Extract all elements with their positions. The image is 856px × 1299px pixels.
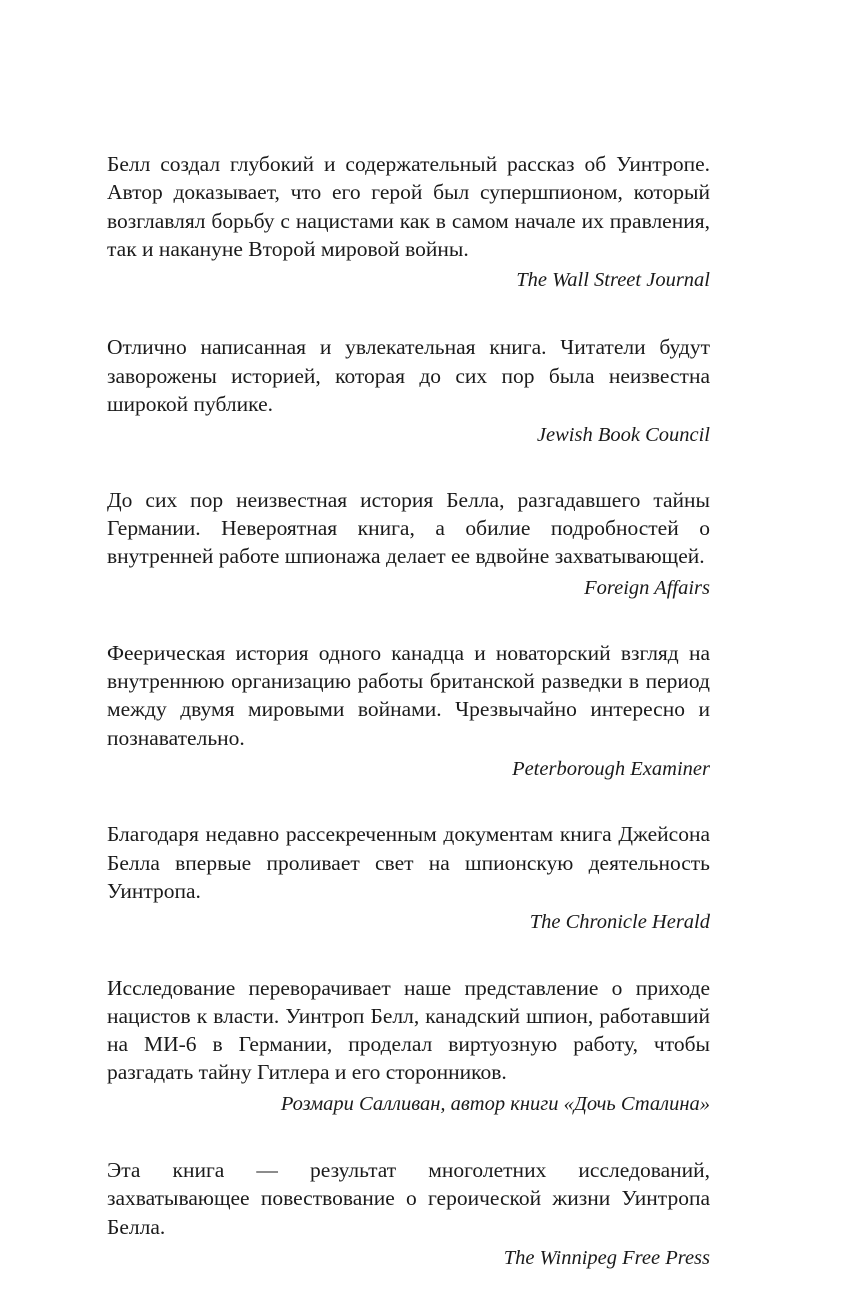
review-quote: Отлично написанная и увлекательная книга. Читатели будут заворожены историей, которая до сих пор была неизвестна широкой публике. xyxy=(107,335,710,417)
review-wall-street-journal xyxy=(107,150,710,294)
review-attribution: The Chronicle Herald xyxy=(529,911,710,934)
review-quote: Эта книга — результат многолетних исследований, захватывающее повествование о героической жизни Уинтропа Белла. xyxy=(107,1158,710,1239)
review-quote: До сих пор неизвестная история Белла, разгадавшего тайны Германии. Невероятная книга, а обилие подробностей о внутренней работе шпионажа делает ее вдвойне захватывающей. xyxy=(107,487,710,569)
review-quote: Благодаря недавно рассекреченным документам книга Джейсона Белла впервые проливает свет на шпионскую деятельность Уинтропа. xyxy=(107,822,710,903)
review-peterborough-examiner xyxy=(107,639,710,783)
review-quote: Феерическая история одного канадца и новаторский взгляд на внутреннюю организацию работы британской разведки в период между двумя мировыми войнами. Чрезвычайно интересно и познавательно. xyxy=(107,640,710,750)
review-chronicle-herald xyxy=(107,820,710,936)
review-winnipeg-free-press xyxy=(107,1156,710,1272)
review-attribution: The Wall Street Journal xyxy=(516,269,710,292)
review-jewish-book-council xyxy=(107,333,710,449)
review-attribution: Peterborough Examiner xyxy=(512,758,710,781)
review-foreign-affairs xyxy=(107,486,710,602)
review-attribution: Jewish Book Council xyxy=(536,424,710,447)
praise-page xyxy=(107,150,710,1272)
review-quote: Белл создал глубокий и содержательный рассказ об Уинтропе. Автор доказывает, что его герой был супершпионом, который возглавлял борьбу с нацистами как в самом начале их правления, так и накануне Второй мировой войны. xyxy=(107,152,710,261)
review-quote: Исследование переворачивает наше представление о приходе нацистов к власти. Уинтроп Белл, канадский шпион, работавший на МИ-6 в Германии, проделал виртуозную работу, чтобы разгадать тайну Гитлера и его сторонников. xyxy=(107,975,710,1085)
review-attribution: Розмари Салливан, автор книги «Дочь Сталина» xyxy=(280,1092,710,1115)
review-attribution: Foreign Affairs xyxy=(584,576,710,599)
review-rosemary-sullivan xyxy=(107,974,710,1118)
review-attribution: The Winnipeg Free Press xyxy=(503,1246,710,1269)
